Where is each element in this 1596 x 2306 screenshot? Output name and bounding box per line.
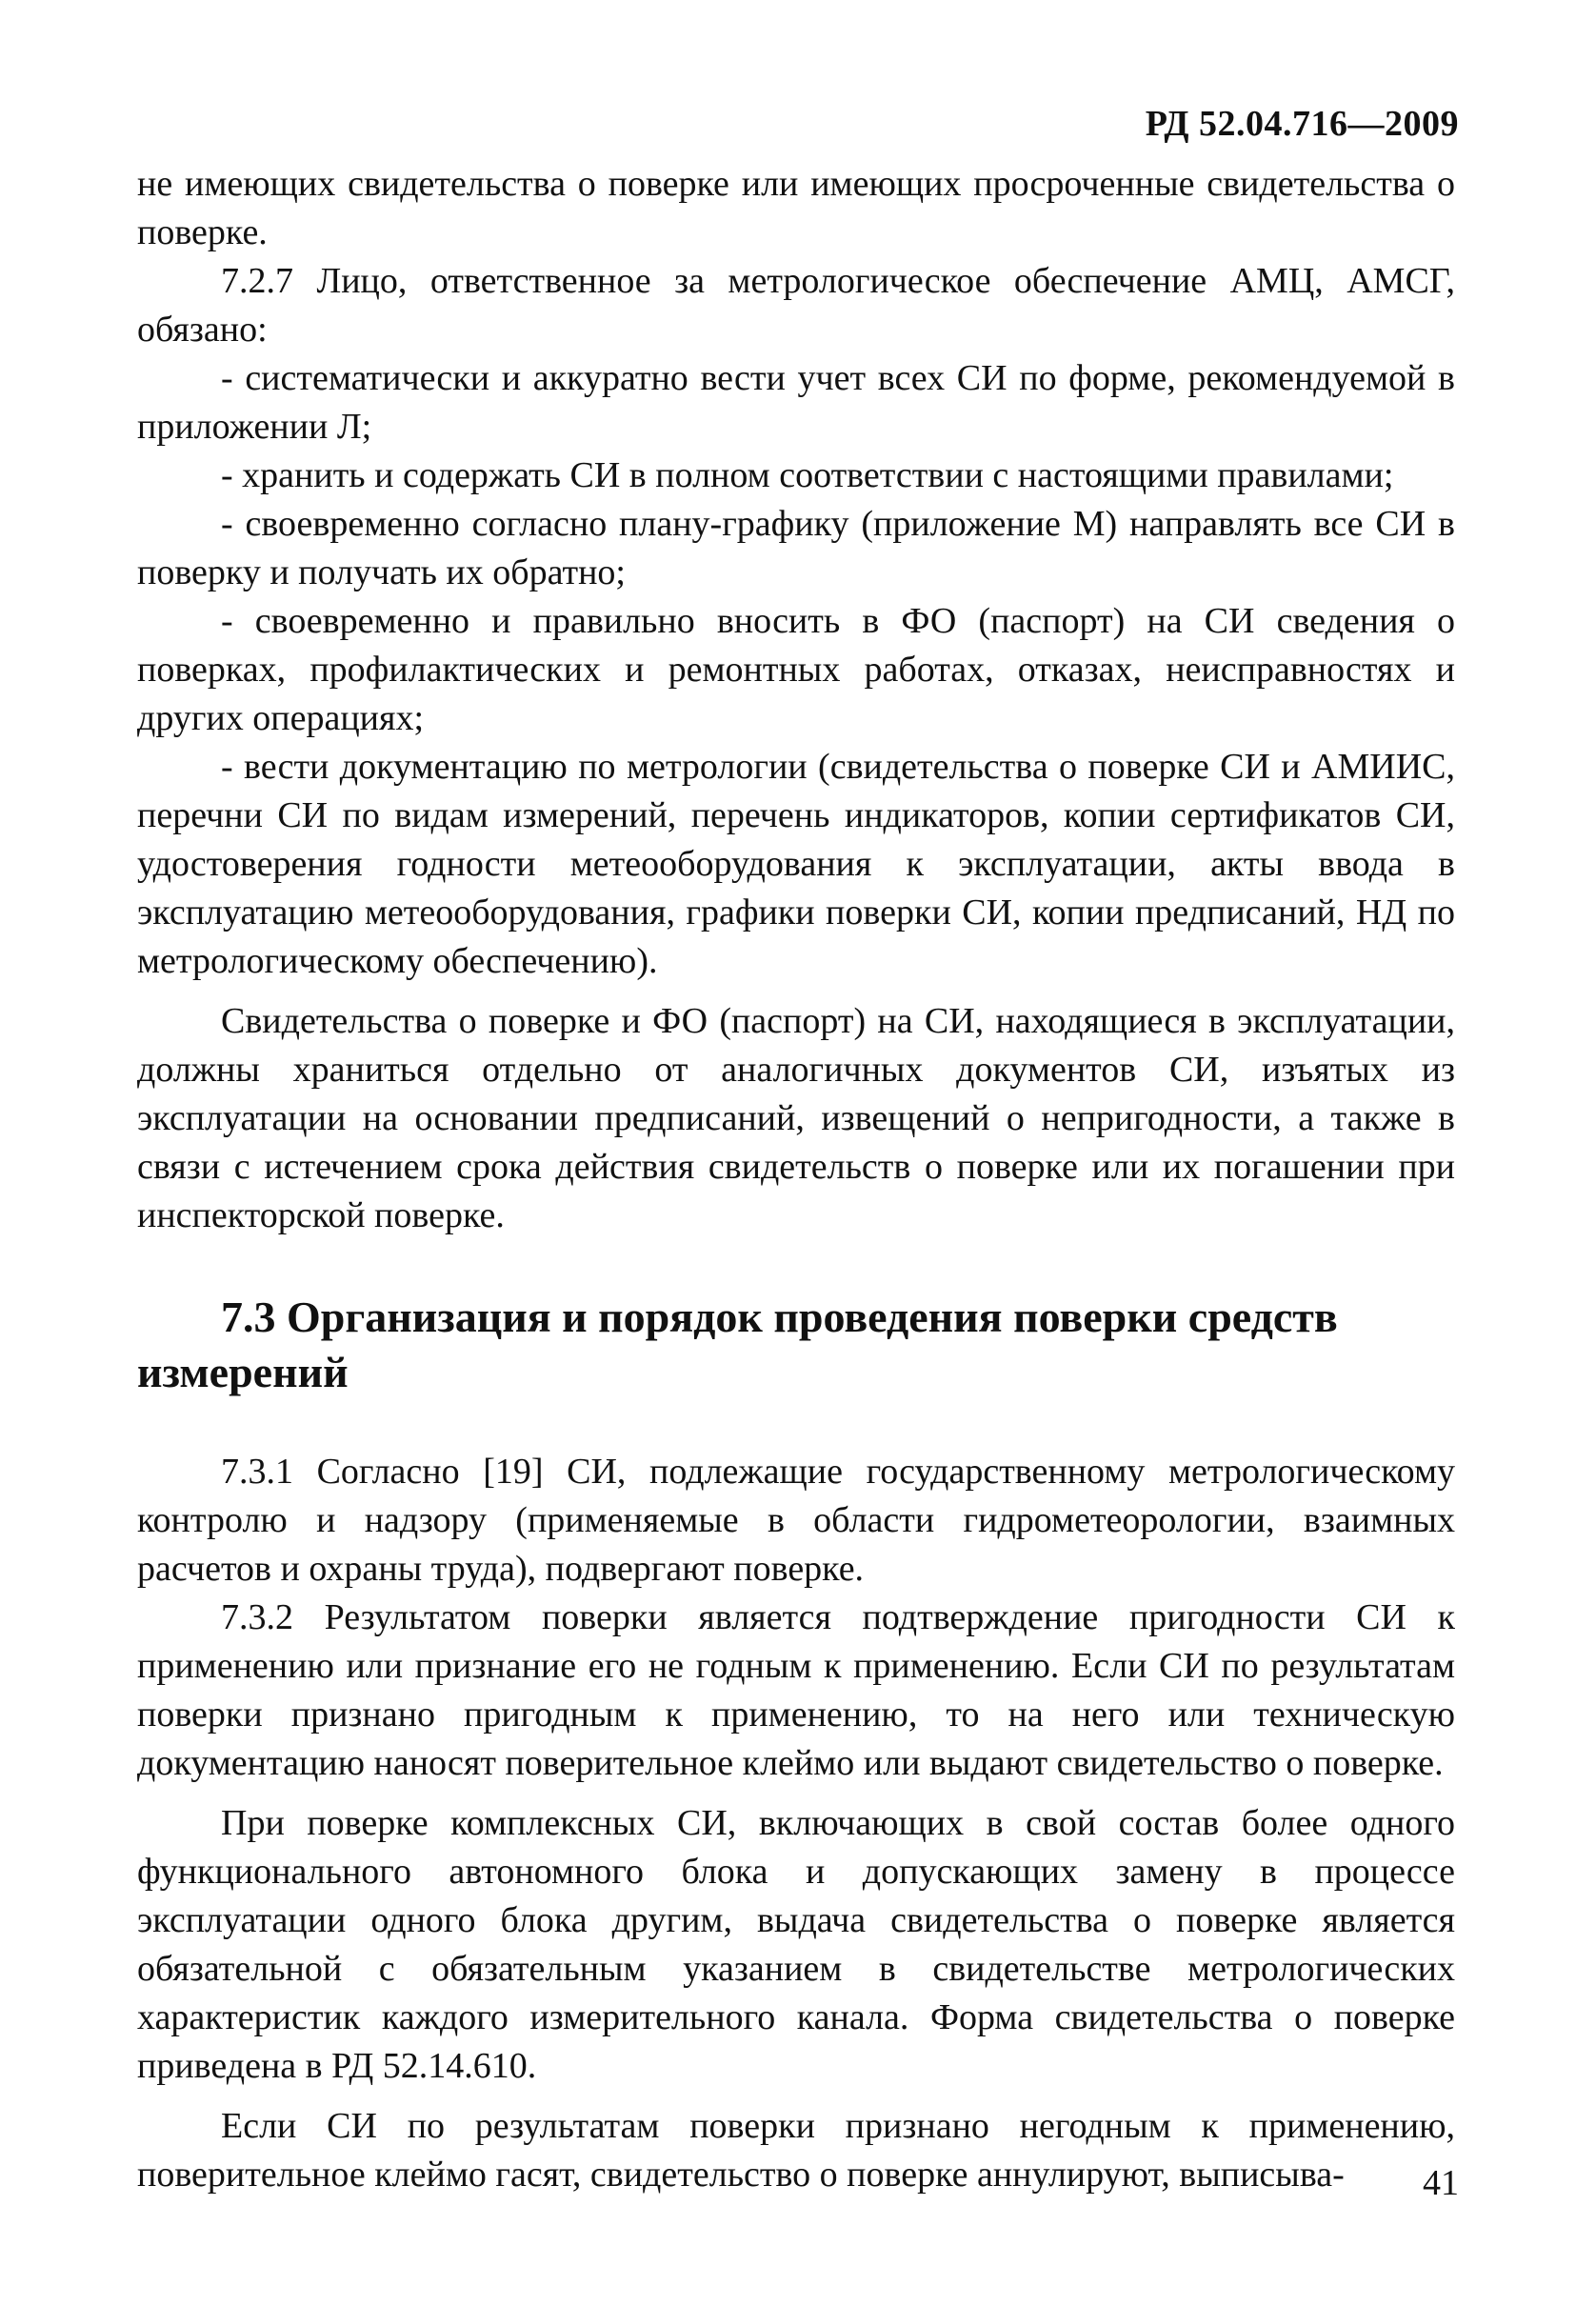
paragraph-certificates-storage: Свидетельства о поверке и ФО (паспорт) на СИ, находящиеся в эксплуатации, должны храниться отдельно от аналогичных документов СИ, изъятых из эксплуатации на основании предписаний, извещений о непригодности, а также в связи с истечением срока действия свидетельств о поверке или их погашении при инспекторской поверке. <box>137 1001 1455 1235</box>
paragraph-unfit-instruments: Если СИ по результатам поверки признано негодным к применению, поверительное клеймо гасят, свидетельство о поверке аннулируют, выписыва- <box>137 2106 1455 2195</box>
list-item-records: - своевременно и правильно вносить в ФО (паспорт) на СИ сведения о поверках, профилактических и ремонтных работах, отказах, неисправностях и других операциях; <box>137 601 1455 738</box>
page-number: 41 <box>1423 2163 1459 2203</box>
paragraph-7-3-2: 7.3.2 Результатом поверки является подтверждение пригодности СИ к применению или признание его не годным к применению. Если СИ по результатам поверки признано пригодным к применению, то на него или техническую документацию наносят поверительное клеймо или выдают свидетельство о поверке. <box>137 1597 1455 1783</box>
list-item-accounting: - систематически и аккуратно вести учет всех СИ по форме, рекомендуемой в приложении Л; <box>137 358 1455 447</box>
list-item-documentation: - вести документацию по метрологии (свидетельства о поверке СИ и АМИИС, перечни СИ по видам измерений, перечень индикаторов, копии сертификатов СИ, удостоверения годности метеооборудования к эксплуатации, акты ввода в эксплуатацию метеооборудования, графики поверки СИ, копии предписаний, НД по метрологическому обеспечению). <box>137 747 1455 981</box>
document-code-header: РД 52.04.716—2009 <box>1145 104 1459 144</box>
paragraph-continuation: не имеющих свидетельства о поверке или имеющих просроченные свидетельства о поверке. <box>137 164 1455 252</box>
paragraph-7-3-1: 7.3.1 Согласно [19] СИ, подлежащие государственному метрологическому контролю и надзору (применяемые в области гидрометеорологии, взаимных расчетов и охраны труда), подвергают поверке. <box>137 1452 1455 1589</box>
paragraph-complex-instruments: При поверке комплексных СИ, включающих в свой состав более одного функционального автономного блока и допускающих замену в процессе эксплуатации одного блока другим, выдача свидетельства о поверке является обязательной с обязательным указанием в свидетельстве метрологических характеристик каждого измерительного канала. Форма свидетельства о поверке приведена в РД 52.14.610. <box>137 1803 1455 2086</box>
page-body <box>137 160 1455 2199</box>
paragraph-7-2-7: 7.2.7 Лицо, ответственное за метрологическое обеспечение АМЦ, АМСГ, обязано: <box>137 261 1455 350</box>
list-item-verification-schedule: - своевременно согласно плану-графику (приложение М) направлять все СИ в поверку и получать их обратно; <box>137 504 1455 592</box>
section-title-7-3: 7.3 Организация и порядок проведения поверки средств измерений <box>137 1293 1338 1396</box>
list-item-storage: - хранить и содержать СИ в полном соответствии с настоящими правилами; <box>221 455 1394 495</box>
